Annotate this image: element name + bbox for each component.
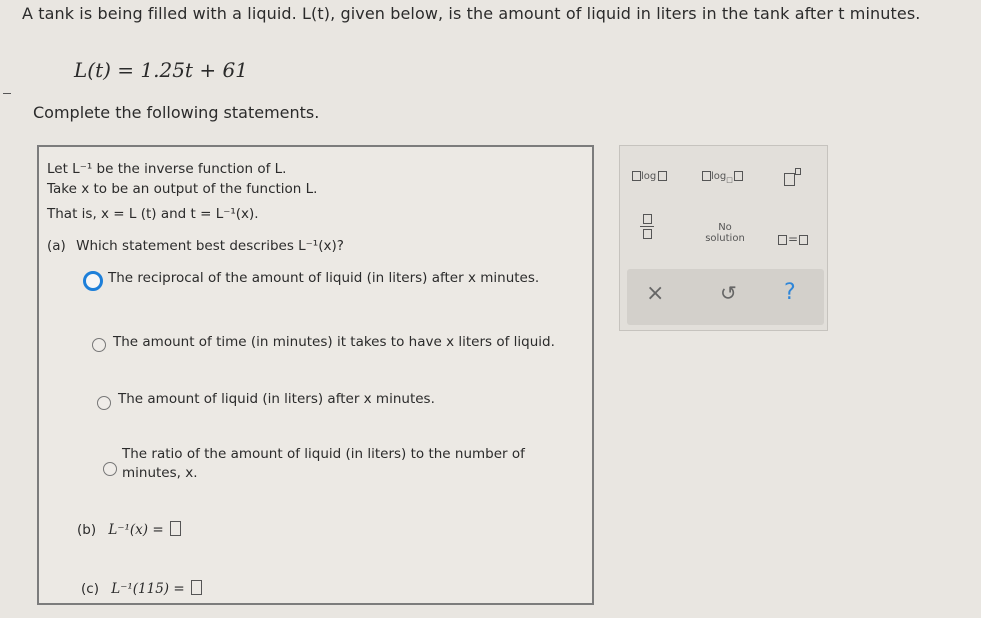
math-palette xyxy=(619,145,828,331)
option-2-label[interactable]: The amount of time (in minutes) it takes to have x liters of liquid. xyxy=(113,334,555,350)
problem-panel xyxy=(37,145,594,605)
help-icon[interactable]: ? xyxy=(784,280,796,305)
equation-button[interactable] xyxy=(778,232,808,246)
intro-line-3: That is, x = L (t) and t = L⁻¹(x). xyxy=(47,206,259,222)
clear-icon[interactable]: × xyxy=(646,281,665,306)
palette-actions xyxy=(627,269,824,325)
no-solution-line-2: solution xyxy=(705,233,745,244)
option-3-label[interactable]: The amount of liquid (in liters) after x minutes. xyxy=(118,391,435,407)
divider xyxy=(3,93,11,94)
part-a-question xyxy=(47,238,344,254)
part-c xyxy=(81,580,202,597)
equals-sign: = xyxy=(788,232,799,246)
log-button[interactable] xyxy=(632,171,667,182)
part-c-answer-input[interactable] xyxy=(191,580,202,595)
function-definition: L(t) = 1.25t + 61 xyxy=(74,58,248,82)
intro-line-1: Let L⁻¹ be the inverse function of L. xyxy=(47,161,287,177)
intro-line-2: Take x to be an output of the function L. xyxy=(47,181,318,197)
exponent-button[interactable] xyxy=(784,168,801,186)
part-a-label: (a) xyxy=(47,238,66,254)
option-2-radio[interactable] xyxy=(92,338,106,352)
log-base-label: log xyxy=(711,171,727,182)
part-c-label: (c) xyxy=(81,581,99,597)
log-base-button[interactable] xyxy=(702,171,743,184)
option-4-label-line2[interactable]: minutes, x. xyxy=(122,465,198,481)
part-b-label: (b) xyxy=(77,522,97,538)
option-4-radio[interactable] xyxy=(103,462,117,476)
undo-icon[interactable]: ↺ xyxy=(720,281,737,305)
part-b-answer-input[interactable] xyxy=(170,521,181,536)
question-prompt: A tank is being filled with a liquid. L(t), given below, is the amount of liquid in liters in the tank after t minutes. xyxy=(22,4,921,23)
option-3-radio[interactable] xyxy=(97,396,111,410)
part-a-text: Which statement best describes L⁻¹(x)? xyxy=(76,238,344,254)
option-1-label[interactable]: The reciprocal of the amount of liquid (in liters) after x minutes. xyxy=(108,270,540,286)
log-label: log xyxy=(641,171,657,182)
part-b-expression: L⁻¹(x) = xyxy=(108,522,164,538)
part-c-expression: L⁻¹(115) = xyxy=(111,581,185,597)
option-1-radio[interactable] xyxy=(83,271,103,291)
log-base-subscript: □ xyxy=(726,176,733,184)
no-solution-button[interactable] xyxy=(700,222,750,244)
instructions: Complete the following statements. xyxy=(33,103,320,122)
option-4-label-line1[interactable]: The ratio of the amount of liquid (in liters) to the number of xyxy=(122,446,525,462)
fraction-button[interactable] xyxy=(640,214,654,239)
no-solution-line-1: No xyxy=(718,222,732,233)
part-b xyxy=(77,521,181,538)
